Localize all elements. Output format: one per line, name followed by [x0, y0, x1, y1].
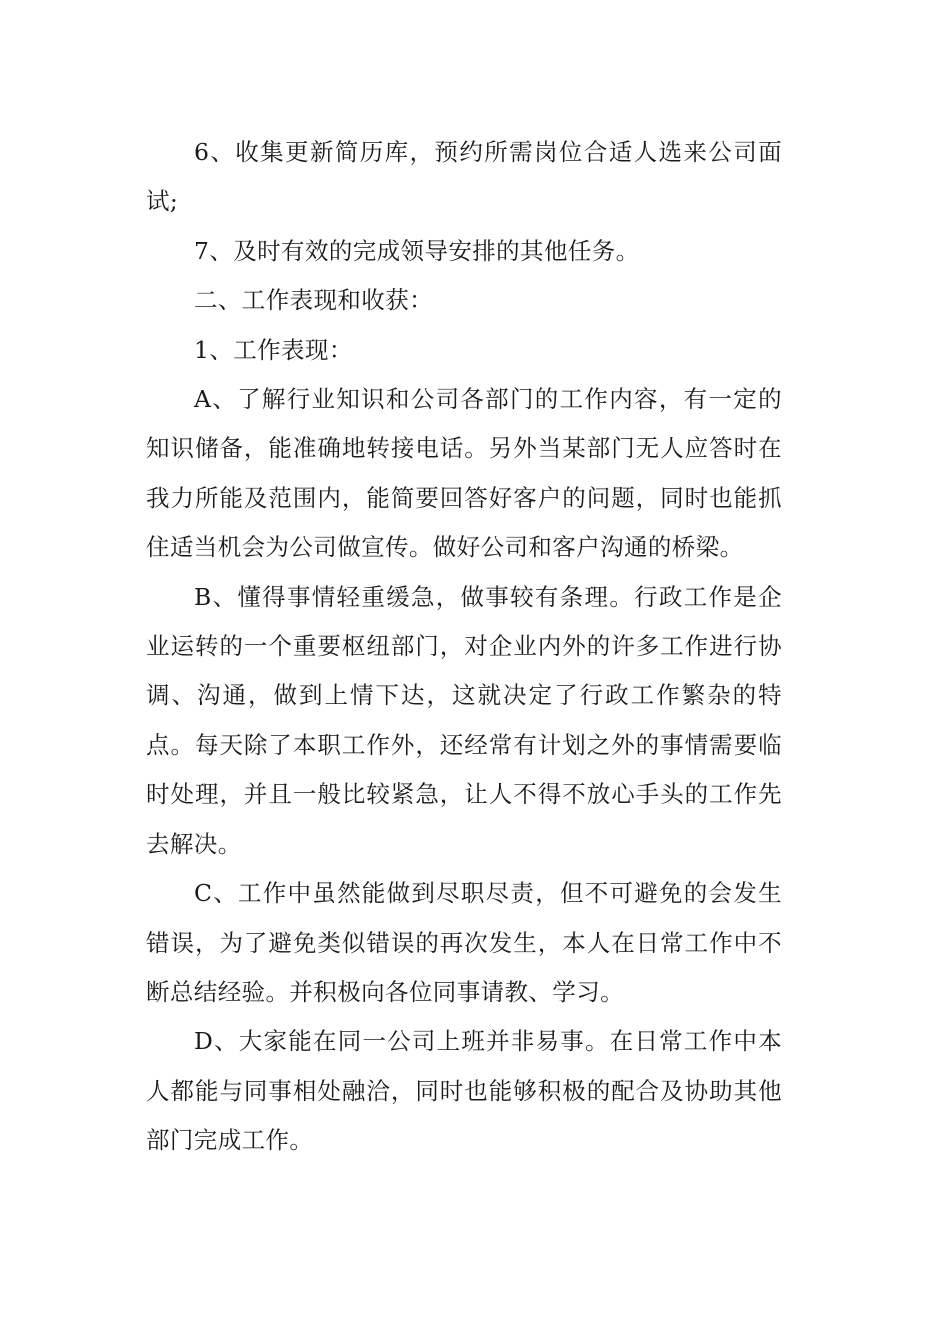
paragraph-item-6: 6、收集更新简历库，预约所需岗位合适人选来公司面试;: [146, 138, 782, 216]
paragraph-c: C、工作中虽然能做到尽职尽责，但不可避免的会发生错误，为了避免类似错误的再次发生，本人在日常工作中不断总结经验。并积极向各位同事请教、学习。: [146, 879, 782, 1006]
section-heading-2: 二、工作表现和收获：: [194, 286, 433, 315]
document-body: [146, 128, 782, 1166]
subsection-heading-1: 1、工作表现：: [194, 335, 353, 364]
paragraph-a: A、了解行业知识和公司各部门的工作内容，有一定的知识储备，能准确地转接电话。另外当某部门无人应答时在我力所能及范围内，能简要回答好客户的问题，同时也能抓住适当机会为公司做宣传。做好公司和客户沟通的桥梁。: [146, 385, 782, 562]
paragraph-item-7: 7、及时有效的完成领导安排的其他任务。: [194, 236, 640, 265]
paragraph-b: B、懂得事情轻重缓急，做事较有条理。行政工作是企业运转的一个重要枢纽部门，对企业内外的许多工作进行协调、沟通，做到上情下达，这就决定了行政工作繁杂的特点。每天除了本职工作外，还经常有计划之外的事情需要临时处理，并且一般比较紧急，让人不得不放心手头的工作先去解决。: [146, 582, 782, 858]
paragraph-d: D、大家能在同一公司上班并非易事。在日常工作中本人都能与同事相处融洽，同时也能够积极的配合及协助其他部门完成工作。: [146, 1027, 782, 1155]
